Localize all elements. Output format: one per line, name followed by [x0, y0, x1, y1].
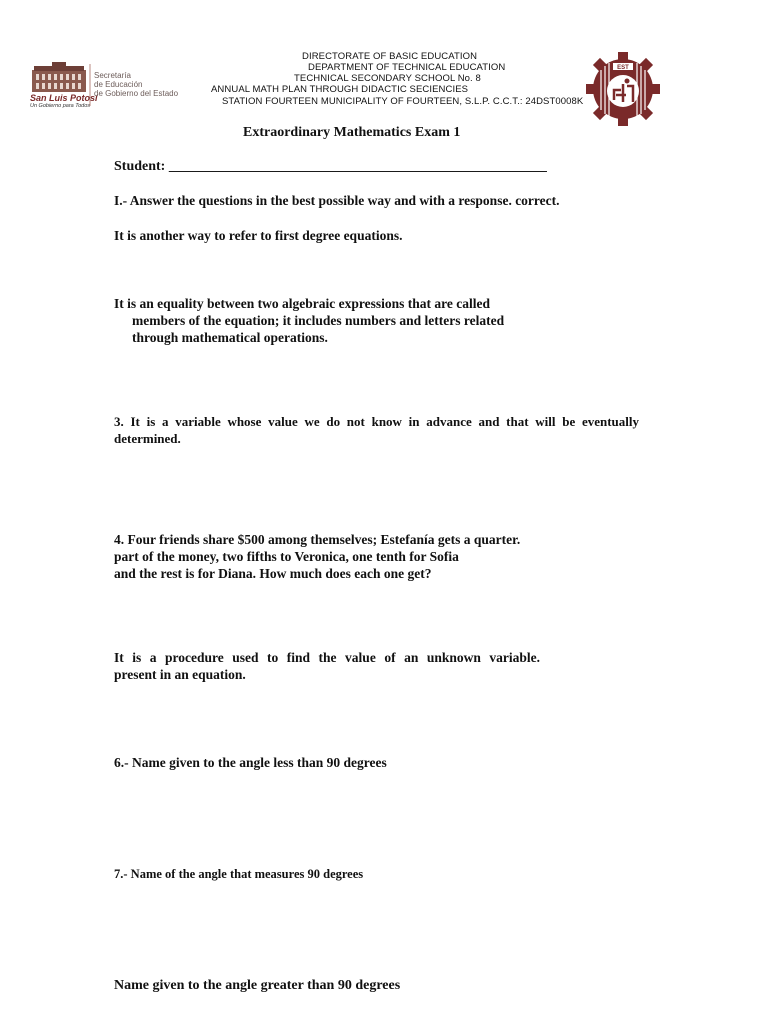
header-station: STATION FOURTEEN MUNICIPALITY OF FOURTEEN, S.L.P. C.C.T.: 24DST0008K	[222, 96, 584, 107]
secretaria-line-2: de Educación	[94, 80, 143, 89]
question-4-line-1: 4. Four friends share $500 among themselves; Estefanía gets a quarter.	[114, 532, 521, 547]
question-8: Name given to the angle greater than 90 degrees	[114, 978, 401, 993]
question-4	[114, 531, 520, 582]
header-directorate: DIRECTORATE OF BASIC EDUCATION	[302, 51, 478, 62]
brand-tagline: Un Gobierno para Todos	[30, 103, 91, 109]
question-5-line-2: present in an equation.	[114, 667, 246, 682]
question-6: 6.- Name given to the angle less than 90 degrees	[114, 755, 387, 770]
question-5	[114, 649, 540, 683]
header-plan: ANNUAL MATH PLAN THROUGH DIDACTIC SECIENCIES	[211, 84, 469, 95]
question-4-line-2: part of the money, two fifths to Veronica, one tenth for Sofia	[114, 549, 459, 564]
question-7: 7.- Name of the angle that measures 90 degrees	[114, 867, 364, 881]
question-2-line-1: It is an equality between two algebraic expressions that are called	[114, 296, 490, 311]
exam-title: Extraordinary Mathematics Exam 1	[243, 125, 461, 140]
student-name-field[interactable]: Student: ______________________________________________________	[114, 159, 547, 174]
secretaria-line-3: de Gobierno del Estado	[94, 89, 179, 98]
question-5-line-1: It is a procedure used to find the value of an unknown variable.	[114, 650, 540, 665]
secretaria-text	[94, 71, 178, 98]
question-2-line-2: members of the equation; it includes numbers and letters related	[132, 313, 505, 328]
school-gear-logo	[583, 50, 663, 128]
question-4-line-3: and the rest is for Diana. How much does each one get?	[114, 566, 432, 581]
question-2-line-3: through mathematical operations.	[132, 330, 328, 345]
sep-slp-logo	[30, 62, 186, 112]
emblem-label: EST	[617, 65, 629, 71]
secretaria-line-1: Secretaría	[94, 71, 131, 80]
question-1: It is another way to refer to first degree equations.	[114, 228, 403, 243]
header-school: TECHNICAL SECONDARY SCHOOL No. 8	[294, 73, 481, 84]
san-luis-potosi-brand: San Luis Potosí	[30, 93, 98, 103]
question-2	[114, 295, 504, 346]
header-department: DEPARTMENT OF TECHNICAL EDUCATION	[308, 62, 506, 73]
question-3: 3. It is a variable whose value we do not know in advance and that will be eventually determined.	[114, 414, 639, 446]
section-instructions: I.- Answer the questions in the best possible way and with a response. correct.	[114, 193, 560, 208]
gear-icon	[583, 50, 663, 128]
